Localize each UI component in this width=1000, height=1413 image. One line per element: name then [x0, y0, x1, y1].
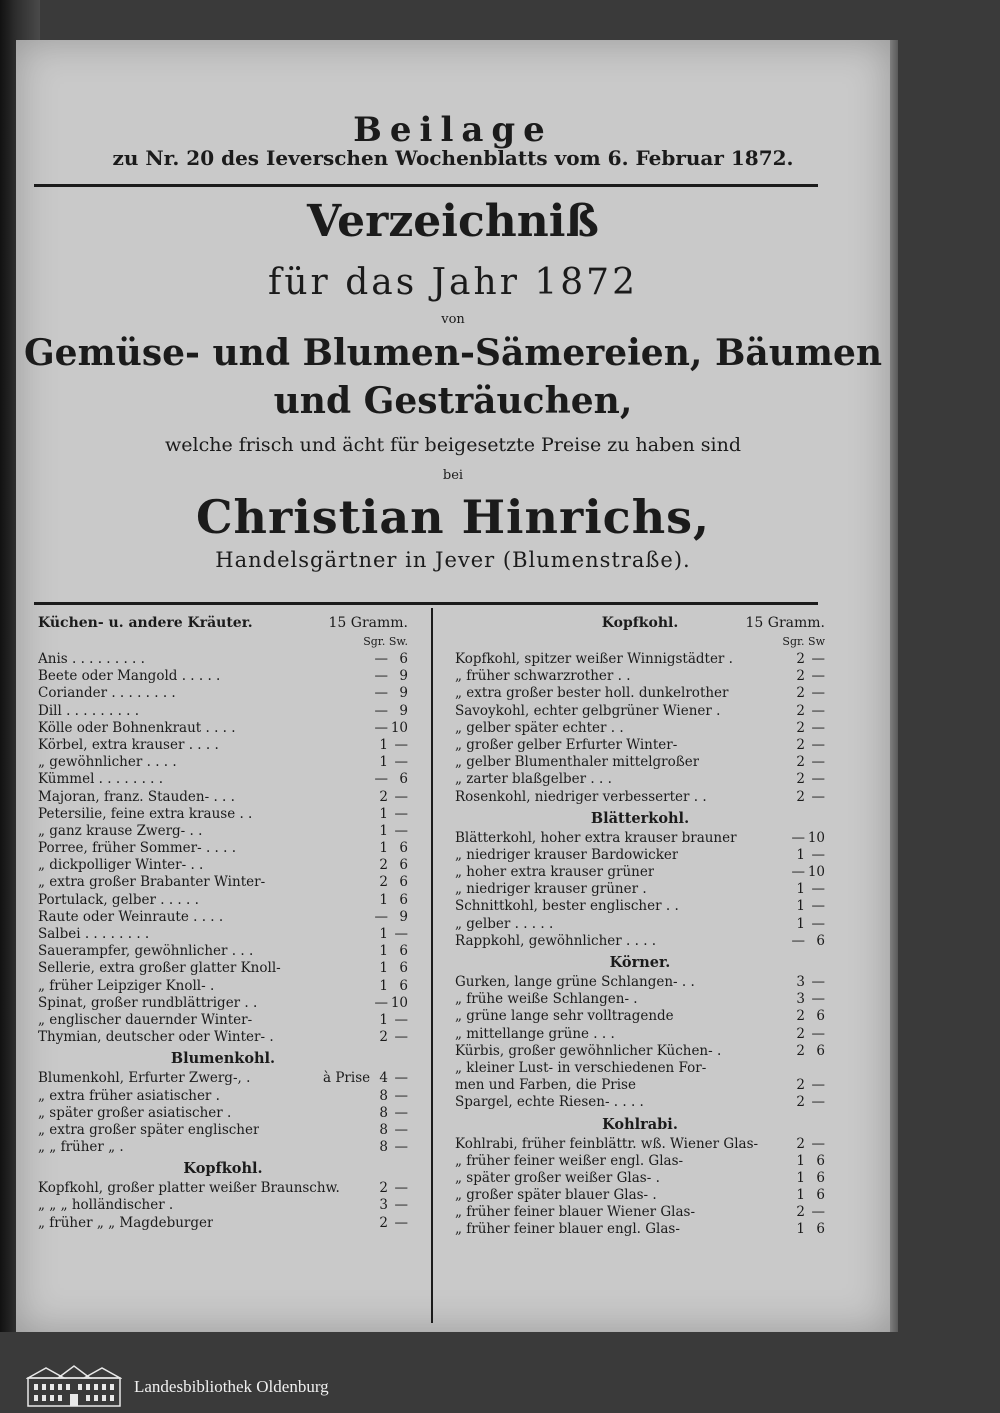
- item-name: Kohlrabi, früher feinblättr. wß. Wiener Glas-: [455, 1135, 759, 1152]
- price-sgr: —: [374, 908, 388, 925]
- price-sgr: 8: [379, 1087, 388, 1104]
- item-name: „ niedriger krauser Bardowicker: [455, 846, 679, 863]
- item-name: „ gewöhnlicher . . . .: [38, 754, 177, 771]
- list-item: [455, 1170, 825, 1187]
- price-sgr: 1: [379, 840, 388, 857]
- list-item: [38, 1122, 408, 1139]
- price-sgr: —: [374, 994, 388, 1011]
- list-item: [38, 651, 408, 668]
- price-sgr: 3: [796, 991, 805, 1008]
- list-item: [38, 1197, 408, 1214]
- price-list-blumenkohl: [38, 1070, 408, 1156]
- price-list-koerner: [455, 974, 825, 1112]
- price-sgr: 1: [379, 754, 388, 771]
- price-sgr: —: [374, 702, 388, 719]
- price-sw: 6: [399, 874, 408, 891]
- price-sgr: 2: [796, 1008, 805, 1025]
- list-item: [38, 720, 408, 737]
- price-sw: —: [811, 1077, 825, 1094]
- price-sw: —: [394, 1070, 408, 1087]
- item-name: „ extra früher asiatischer .: [38, 1087, 220, 1104]
- price-sgr: 2: [379, 1180, 388, 1197]
- list-item: [455, 916, 825, 933]
- price-sw: —: [811, 1204, 825, 1221]
- list-item: [455, 1008, 825, 1025]
- item-name: „ früher feiner blauer engl. Glas-: [455, 1221, 680, 1238]
- price-sw: 6: [399, 857, 408, 874]
- price-sw: —: [394, 1087, 408, 1104]
- price-sgr: 2: [796, 1135, 805, 1152]
- list-item: [38, 754, 408, 771]
- price-sw: 6: [816, 1042, 825, 1059]
- list-item: [455, 1136, 825, 1153]
- subject-line-1: Gemüse- und Blumen-Sämereien, Bäumen: [23, 332, 883, 374]
- item-name: „ früher schwarzrother . .: [455, 668, 631, 685]
- list-item: [455, 737, 825, 754]
- item-name: „ gelber Blumenthaler mittelgroßer: [455, 754, 700, 771]
- price-sw: —: [394, 1011, 408, 1028]
- item-name: Anis . . . . . . . . .: [38, 651, 145, 667]
- list-item: [38, 737, 408, 754]
- price-sgr: 2: [796, 702, 805, 719]
- list-item: [38, 840, 408, 857]
- price-units-label: Sgr. Sw.: [363, 635, 408, 648]
- price-sw: —: [811, 719, 825, 736]
- item-name: Kopfkohl, spitzer weißer Winnigstädter .: [455, 651, 733, 667]
- price-sw: —: [394, 1104, 408, 1121]
- list-item: [38, 1215, 408, 1232]
- merchant-name: Christian Hinrichs,: [195, 490, 711, 544]
- item-name: Dill . . . . . . . . .: [38, 702, 140, 719]
- price-units-label: Sgr. Sw: [782, 635, 825, 648]
- price-sw: —: [811, 1094, 825, 1111]
- footer-bar: [0, 1362, 1000, 1413]
- list-item: [455, 974, 825, 991]
- price-sw: 6: [816, 1187, 825, 1204]
- item-name: „ niedriger krauser grüner .: [455, 881, 647, 898]
- item-name: „ später großer weißer Glas- .: [455, 1169, 660, 1186]
- price-sgr: 2: [796, 1042, 805, 1059]
- list-item: [455, 864, 825, 881]
- list-item: [38, 857, 408, 874]
- subject-line-2: und Gesträuchen,: [273, 380, 633, 422]
- price-sw: 9: [399, 908, 408, 925]
- list-item: [38, 943, 408, 960]
- price-sgr: 1: [379, 822, 388, 839]
- item-name: „ großer später blauer Glas- .: [455, 1187, 657, 1204]
- price-sw: 9: [399, 685, 408, 702]
- item-name: „ großer gelber Erfurter Winter-: [455, 736, 678, 753]
- price-sw: 6: [399, 891, 408, 908]
- beilage-title: Beilage: [353, 110, 553, 150]
- item-name: Blumenkohl, Erfurter Zwerg-, .: [38, 1070, 251, 1087]
- left-column-unit: 15 Gramm.: [328, 615, 408, 631]
- item-name: „ hoher extra krauser grüner: [455, 864, 655, 881]
- price-sgr: 1: [796, 881, 805, 898]
- merchant-address: Handelsgärtner in Jever (Blumenstraße).: [215, 548, 691, 572]
- item-name: „ früher feiner blauer Wiener Glas-: [455, 1204, 696, 1221]
- item-name: Portulack, gelber . . . . .: [38, 891, 199, 908]
- item-name: Kürbis, großer gewöhnlicher Küchen- .: [455, 1042, 722, 1059]
- price-sw: 6: [399, 771, 408, 788]
- list-item: [38, 1105, 408, 1122]
- price-sw: —: [811, 974, 825, 990]
- column-divider: [431, 608, 433, 1323]
- item-name: „ extra großer Brabanter Winter-: [38, 874, 266, 891]
- price-sw: —: [811, 685, 825, 702]
- price-sgr: 1: [796, 846, 805, 863]
- item-name: „ früher feiner weißer engl. Glas-: [455, 1152, 684, 1169]
- list-item: [38, 909, 408, 926]
- list-item: [455, 1187, 825, 1204]
- item-name: Savoykohl, echter gelbgrüner Wiener .: [455, 702, 721, 719]
- list-item: [455, 651, 825, 668]
- price-sw: —: [811, 702, 825, 719]
- item-name: Majoran, franz. Stauden- . . .: [38, 788, 235, 805]
- price-sgr: 4: [379, 1070, 388, 1087]
- price-sgr: 1: [796, 1221, 805, 1238]
- description-line: welche frisch und ächt für beigesetzte Preise zu haben sind: [165, 434, 741, 456]
- price-sgr: —: [374, 685, 388, 702]
- item-name: „ extra großer bester holl. dunkelrother: [455, 685, 729, 702]
- price-sgr: 2: [796, 736, 805, 753]
- price-sgr: 2: [796, 719, 805, 736]
- item-name: „ später großer asiatischer .: [38, 1104, 232, 1121]
- price-sgr: 2: [796, 771, 805, 788]
- item-name: Rosenkohl, niedriger verbesserter . .: [455, 788, 707, 805]
- list-item: [38, 874, 408, 891]
- item-name: Blätterkohl, hoher extra krauser brauner: [455, 829, 737, 846]
- price-sw: —: [394, 805, 408, 822]
- price-sw: —: [394, 1121, 408, 1138]
- price-sw: —: [394, 1180, 408, 1197]
- item-name: Kümmel . . . . . . . .: [38, 771, 164, 788]
- price-sw: —: [811, 846, 825, 863]
- section-rule: [34, 602, 818, 605]
- item-name: Kölle oder Bohnenkraut . . . .: [38, 719, 236, 736]
- price-list-kohlrabi: [455, 1136, 825, 1239]
- item-name: „ zarter blaßgelber . . .: [455, 771, 612, 788]
- price-sw: —: [811, 1135, 825, 1152]
- price-sw: —: [811, 651, 825, 667]
- price-sgr: 1: [379, 805, 388, 822]
- price-sw: —: [394, 822, 408, 839]
- price-sgr: —: [791, 932, 805, 949]
- price-sw: —: [811, 754, 825, 771]
- list-item: [455, 1153, 825, 1170]
- price-sgr: 2: [379, 874, 388, 891]
- item-name: Rappkohl, gewöhnlicher . . . .: [455, 932, 657, 949]
- list-item: [38, 789, 408, 806]
- item-name: Schnittkohl, bester englischer . .: [455, 898, 679, 915]
- price-sw: —: [394, 1029, 408, 1046]
- item-name: „ „ „ holländischer .: [38, 1197, 174, 1214]
- price-sgr: 1: [796, 915, 805, 932]
- price-sgr: 2: [796, 668, 805, 685]
- price-sw: —: [394, 926, 408, 942]
- list-item: [38, 806, 408, 823]
- price-sgr: 2: [796, 1094, 805, 1111]
- right-column: [455, 615, 825, 1239]
- right-column-title: Kopfkohl.: [601, 615, 679, 631]
- price-sgr: 2: [379, 1214, 388, 1231]
- list-item: [38, 703, 408, 720]
- list-item: [455, 1026, 825, 1043]
- item-name: „ ganz krause Zwerg- . .: [38, 822, 203, 839]
- price-sgr: —: [791, 864, 805, 881]
- price-sw: —: [394, 1214, 408, 1231]
- list-item: [455, 685, 825, 702]
- list-item: [455, 668, 825, 685]
- section-title-koerner: Körner.: [609, 954, 671, 971]
- price-sgr: —: [374, 719, 388, 736]
- price-sgr: 1: [379, 736, 388, 753]
- list-item: [455, 1043, 825, 1060]
- price-sgr: 1: [379, 1011, 388, 1028]
- price-list-blaetterkohl: [455, 830, 825, 950]
- list-item: [38, 978, 408, 995]
- item-name: „ „ früher „ .: [38, 1139, 124, 1156]
- price-sgr: 3: [379, 1197, 388, 1214]
- document-title: Verzeichniß: [307, 196, 599, 247]
- item-name: Beete oder Mangold . . . . .: [38, 668, 221, 685]
- price-sgr: 2: [796, 685, 805, 702]
- list-item: [38, 1012, 408, 1029]
- price-list-kopfkohl: [38, 1180, 408, 1232]
- item-name: „ frühe weiße Schlangen- .: [455, 991, 638, 1008]
- right-column-unit: 15 Gramm.: [745, 615, 825, 631]
- price-sgr: 1: [379, 977, 388, 994]
- list-item: [455, 1094, 825, 1111]
- price-sw: —: [394, 788, 408, 805]
- list-item: [455, 1221, 825, 1238]
- price-sw: 6: [816, 1169, 825, 1186]
- list-item: [455, 1077, 825, 1094]
- item-name: Coriander . . . . . . . .: [38, 685, 176, 702]
- list-item: [455, 933, 825, 950]
- list-item: [38, 960, 408, 977]
- price-sw: —: [811, 915, 825, 932]
- header-rule: [34, 184, 818, 187]
- price-sw: 6: [816, 1008, 825, 1025]
- price-sw: 6: [399, 977, 408, 994]
- list-item: [455, 881, 825, 898]
- price-list-kraeuter: [38, 651, 408, 1046]
- price-units: [455, 635, 825, 651]
- price-sgr: —: [374, 651, 388, 667]
- price-sw: —: [394, 1197, 408, 1214]
- item-name: „ früher „ „ Magdeburger: [38, 1214, 214, 1231]
- price-sgr: 2: [796, 1077, 805, 1094]
- price-sgr: 1: [796, 1169, 805, 1186]
- list-item: [38, 995, 408, 1012]
- item-name: Raute oder Weinraute . . . .: [38, 908, 224, 925]
- left-column-header: [38, 615, 408, 635]
- bei-line: bei: [442, 468, 464, 483]
- list-item: [38, 1088, 408, 1105]
- right-column-header: [455, 615, 825, 635]
- library-building-icon: [26, 1364, 122, 1408]
- price-sgr: 2: [379, 857, 388, 874]
- price-list-kopfkohl-right: [455, 651, 825, 806]
- list-item: [38, 926, 408, 943]
- price-sw: 6: [399, 651, 408, 667]
- item-name: „ kleiner Lust- in verschiedenen For-: [455, 1059, 707, 1076]
- item-name: „ mittellange grüne . . .: [455, 1025, 615, 1042]
- list-item: [455, 754, 825, 771]
- price-sw: —: [811, 788, 825, 805]
- price-sw: 6: [816, 1221, 825, 1238]
- library-name: Landesbibliothek Oldenburg: [134, 1377, 329, 1396]
- price-sw: 9: [399, 668, 408, 685]
- price-sw: —: [811, 898, 825, 915]
- list-item: [455, 847, 825, 864]
- price-sw: —: [811, 1025, 825, 1042]
- list-item: [455, 991, 825, 1008]
- price-sgr: 8: [379, 1121, 388, 1138]
- beilage-subtitle: zu Nr. 20 des Ieverschen Wochenblatts vom 6. Februar 1872.: [112, 146, 794, 170]
- price-sw: 10: [807, 829, 825, 846]
- list-item: [455, 789, 825, 806]
- price-sgr: 2: [796, 651, 805, 667]
- price-sgr: 8: [379, 1104, 388, 1121]
- section-title-blumenkohl: Blumenkohl.: [170, 1050, 276, 1068]
- item-name: Gurken, lange grüne Schlangen- . .: [455, 974, 695, 990]
- price-sgr: 1: [796, 1187, 805, 1204]
- list-item: [455, 771, 825, 788]
- item-name: Kopfkohl, großer platter weißer Braunschw.: [38, 1180, 340, 1197]
- list-item: [38, 685, 408, 702]
- price-sgr: 3: [796, 974, 805, 990]
- item-name: Körbel, extra krauser . . . .: [38, 736, 219, 753]
- price-sw: —: [811, 771, 825, 788]
- price-sw: —: [394, 736, 408, 753]
- section-title-blaetterkohl: Blätterkohl.: [590, 809, 690, 827]
- item-name: „ gelber . . . . .: [455, 915, 554, 932]
- list-item: [455, 898, 825, 915]
- price-sgr: —: [374, 668, 388, 685]
- price-sgr: —: [374, 771, 388, 788]
- list-item: [38, 1029, 408, 1046]
- list-item: [38, 771, 408, 788]
- section-title-kopfkohl: Kopfkohl.: [183, 1160, 263, 1178]
- item-name: „ dickpolliger Winter- . .: [38, 857, 204, 874]
- price-sgr: 2: [796, 1025, 805, 1042]
- list-item: [38, 892, 408, 909]
- item-name: „ früher Leipziger Knoll- .: [38, 977, 215, 994]
- price-sgr: 8: [379, 1139, 388, 1156]
- price-sw: 6: [399, 943, 408, 960]
- price-sw: 9: [399, 702, 408, 719]
- price-sw: 6: [816, 1152, 825, 1169]
- left-column-title: Küchen- u. andere Kräuter.: [38, 615, 253, 631]
- scanned-page: [16, 40, 890, 1332]
- price-sw: 10: [807, 864, 825, 881]
- price-sgr: 2: [796, 788, 805, 805]
- price-sw: —: [811, 736, 825, 753]
- item-name: Sellerie, extra großer glatter Knoll-: [38, 960, 281, 977]
- list-item: [455, 720, 825, 737]
- price-sgr: 1: [379, 960, 388, 977]
- list-item: [38, 1070, 408, 1087]
- list-item: [38, 1139, 408, 1156]
- price-sgr: 1: [796, 1152, 805, 1169]
- price-sw: 6: [399, 840, 408, 857]
- item-name: Spinat, großer rundblättriger . .: [38, 994, 258, 1011]
- item-name: „ gelber später echter . .: [455, 719, 624, 736]
- year-line: für das Jahr 1872: [268, 262, 638, 303]
- price-sgr: 2: [379, 788, 388, 805]
- item-name: Sauerampfer, gewöhnlicher . . .: [38, 943, 254, 960]
- price-units: [38, 635, 408, 651]
- section-title-kohlrabi: Kohlrabi.: [602, 1115, 678, 1133]
- price-sgr: 2: [796, 754, 805, 771]
- price-sgr: 1: [379, 926, 388, 942]
- price-sw: —: [394, 1139, 408, 1156]
- price-sgr: 2: [379, 1029, 388, 1046]
- item-name: „ grüne lange sehr volltragende: [455, 1008, 674, 1025]
- list-item: [38, 823, 408, 840]
- list-item: [455, 703, 825, 720]
- price-sw: 10: [390, 719, 408, 736]
- price-sgr: 1: [379, 943, 388, 960]
- price-sw: 10: [390, 994, 408, 1011]
- item-name: Porree, früher Sommer- . . . .: [38, 840, 237, 857]
- item-name: Salbei . . . . . . . .: [38, 926, 150, 942]
- item-name: Spargel, echte Riesen- . . . .: [455, 1094, 644, 1111]
- price-sw: 6: [399, 960, 408, 977]
- left-column: [38, 615, 408, 1232]
- list-item: [455, 830, 825, 847]
- item-name: Thymian, deutscher oder Winter- .: [38, 1029, 274, 1046]
- price-sw: —: [811, 881, 825, 898]
- list-item: [455, 1060, 825, 1077]
- price-sw: —: [811, 668, 825, 685]
- price-sgr: —: [791, 829, 805, 846]
- list-item: [38, 1180, 408, 1197]
- price-sgr: 1: [796, 898, 805, 915]
- item-name: men und Farben, die Prise: [455, 1077, 636, 1094]
- item-name: Petersilie, feine extra krause . .: [38, 805, 253, 822]
- list-item: [38, 668, 408, 685]
- price-sgr: 1: [379, 891, 388, 908]
- price-sw: —: [394, 754, 408, 771]
- item-name: „ englischer dauernder Winter-: [38, 1011, 253, 1028]
- item-name: „ extra großer später englischer: [38, 1121, 260, 1138]
- list-item: [455, 1204, 825, 1221]
- von-line: von: [441, 312, 465, 327]
- price-sw: —: [811, 991, 825, 1008]
- item-unit-note: à Prise: [323, 1070, 371, 1087]
- price-sgr: 2: [796, 1204, 805, 1221]
- price-sw: 6: [816, 932, 825, 949]
